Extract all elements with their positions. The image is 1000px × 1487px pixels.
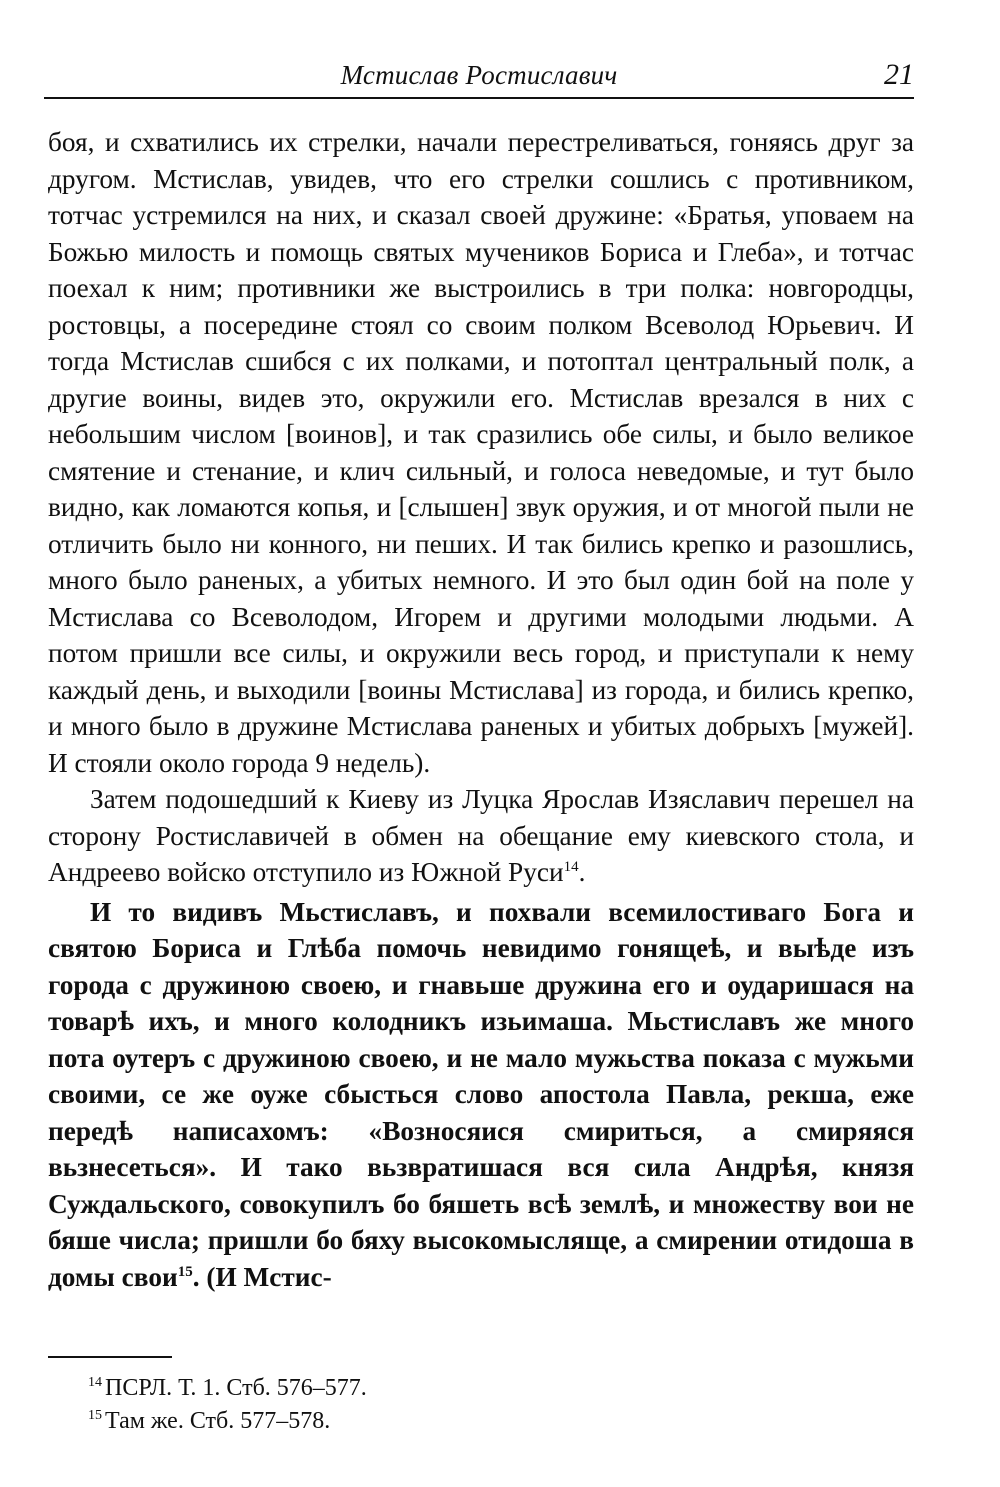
footnote-ref-14[interactable]: 14 xyxy=(563,858,579,875)
paragraph-3-end: . (И Мстис- xyxy=(192,1261,332,1292)
footnote-rule xyxy=(48,1356,172,1358)
running-head xyxy=(44,56,914,100)
footnote-14 xyxy=(88,1372,908,1405)
page-number: 21 xyxy=(884,58,914,91)
paragraph-2-end: . xyxy=(578,857,586,887)
paragraph-2-text: Затем подошедший к Киеву из Луцка Ярослав Изяславич перешел на сторону Ростиславичей в обмен на обещание ему киевского стола, и Андреево войско отступило из Южной Руси xyxy=(48,784,914,887)
main-text xyxy=(48,124,914,1295)
footnotes xyxy=(88,1372,908,1438)
paragraph-2 xyxy=(48,781,914,891)
paragraph-3-text: И то видивъ Мьстиславъ, и похвали всемилостиваго Бога и святою Бориса и Глѣба помочь невидимо гонящеѣ, и выѣде изъ города с дружиною своею, и гнавьше дружина его и оударишася на товарѣ ихъ, и много колодникъ изьимаша. Мьстиславъ же много пота оутеръ с дружиною своею, и не мало мужьства показа с мужьми своими, се же оуже сбысться слово апостола Павла, рекша, еже передѣ написахомъ: «Возносяися смириться, а смиряяся вьзнесеться». И тако вьзвратишася вся сила Андрѣя, князя Суждальского, совокупилъ бо бяшеть всѣ землѣ, и множеству вои не бяше числа; пришли бо бяху высокомысляще, а смирении отидоша в домы свои xyxy=(48,896,914,1292)
paragraph-1: боя, и схватились их стрелки, начали перестреливаться, гоняясь друг за другом. Мстислав, увидев, что его стрелки сошлись с противником, тотчас устремился на них, и сказал своей дружине: «Братья, уповаем на Божью милость и помощь святых мучеников Бориса и Глеба», и тотчас поехал к ним; противники же выстроились в три полка: новгородцы, ростовцы, а посередине стоял со своим полком Всеволод Юрьевич. И тогда Мстислав сшибся с их полками, и потоптал центральный полк, а другие воины, видев это, окружили его. Мстислав врезался в них с небольшим числом [воинов], и так сразились обе силы, и было великое смятение и стенание, и клич сильный, и голоса неведомые, и тут было видно, как ломаются копья, и [слышен] звук оружия, и от многой пыли не отличить было ни конного, ни пеших. И так бились крепко и разошлись, много было раненых, а убитых немного. И это был один бой на поле у Мстислава со Всеволодом, Игорем и другими молодыми людьми. А потом пришли все силы, и окружили весь город, и приступали к нему каждый день, и выходили [воины Мстислава] из города, и бились крепко, и много было в дружине Мстислава раненых и убитых добрыхъ [мужей]. И стояли около города 9 недель). xyxy=(48,127,914,778)
footnote-text: Там же. Стб. 577–578. xyxy=(105,1408,331,1434)
footnote-number: 14 xyxy=(88,1375,102,1390)
footnote-15 xyxy=(88,1405,908,1438)
footnote-ref-15[interactable]: 15 xyxy=(177,1263,193,1280)
header-rule xyxy=(44,97,914,99)
footnote-number: 15 xyxy=(88,1408,102,1423)
paragraph-3-chronicle-quote xyxy=(48,894,914,1296)
running-title: Мстислав Ростиславич xyxy=(340,60,618,90)
footnote-text: ПСРЛ. Т. 1. Стб. 576–577. xyxy=(105,1375,367,1401)
